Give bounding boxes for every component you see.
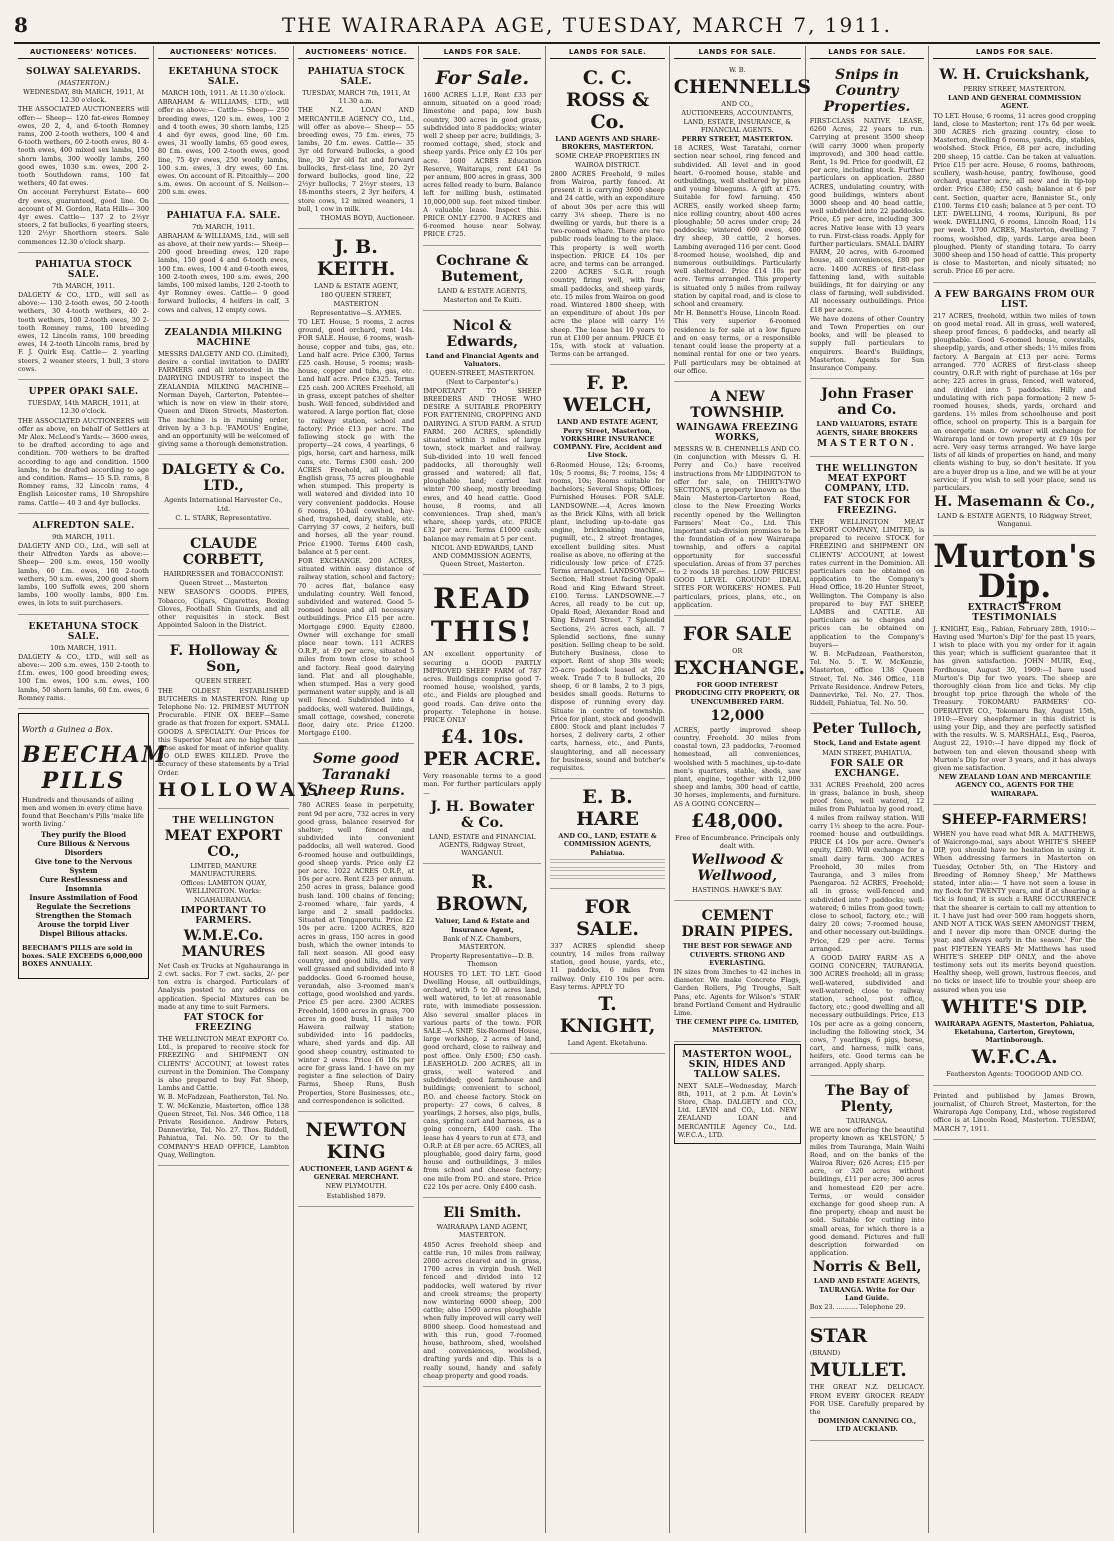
ad-body: HOUSES TO LET. TO LET. Good Dwelling House, all outbuildings, orchard, with 5 to 20 acres land, well watered, to let at reasonable rate, with immediate possession. Also several smaller places in various parts of the town. FOR SALE—A SNIP. Six-Roomed House, large workshop, 2 acres of land, good orchard, close to railway and post office. Only £500; £50 cash. LEASEHOLD. 200 ACRES, all in grass, well watered and subdivided; good farmhouse and buildings; convenient to school, P.O. and cheese factory. Stock on property: 27 cows, 6 calves, 8 yearlings, 2 horses, also pigs, bulls, cans, spring cart and harness, as a going concern, £400 cash. The lease has 4 years to run at £73, and O.R.P. at £8 per acre. 65 ACRES, all ploughable, good dairy farm, good house and outbuildings, 3 miles from school and cheese factory; one mile from P.O. and store. Price £22 10s per acre. Only £400 cash. [423, 969, 542, 1191]
eli-smith-ad [423, 1200, 541, 1387]
ad-body: THE GREAT N.Z. DELICACY. FROM EVERY GROCER READY FOR USE. Carefully prepared by the [809, 1383, 925, 1416]
ad-body: 337 ACRES splendid sheep country, 14 miles from railway station, good house, yards, etc., 11 paddocks, 6 miles from railway. Only £10 10s per acre. Easy terms. APPLY TO [550, 941, 665, 991]
ad-body: 217 ACRES, freehold, within two miles of town on good metal road. All in grass, well watered, sheep proof fences, 6 paddocks, and nearly all ploughable. Good 6-roomed house, cowstalls, sheepdip, yards, and other sheds; 1½ miles from factory. A Bargain at £13 per acre. Terms arranged. 770 ACRES of first-class sheep country, O.R.P. with right of purchase at 16s per acre; 225 acres in grass, fenced, well watered, and divided into 5 paddocks. Hilly and undulating with rich papa formation; 2 new 5-roomed houses, sheds, yards, orchard and gardens. 1½ miles from schoolhouse and post office, school on property. This is a bargain for an energetic man. Or owner will exchange for Wairarapa land or town property at £9 10s per acre. Very easy terms arranged. We have large lists of all kinds of properties on hand, and many clients wishing to buy, so don't hesitate. If you are a buyer drop us a line, and we will be at your service; if you wish to sell your place, send us particulars. [933, 311, 1096, 492]
ad-address: QUEEN-STREET, MASTERTON. (Next to Carpenter's.) [429, 369, 536, 386]
ad-date: MARCH 10th, 1911. At 11.30 o'clock. [161, 89, 286, 97]
wfca-title: W.F.C.A. [971, 1046, 1058, 1069]
holloway-signature: HOLLOWAY. [158, 778, 324, 801]
ad-address: MAIN STREET, PAHIATUA. [822, 748, 912, 757]
ad-title: The Bay of Plenty, [825, 1082, 909, 1115]
mullet-title: MULLET. [809, 1359, 907, 1382]
ad-title: MASTERTON WOOL, SKIN, HIDES AND TALLOW SALES. [682, 1049, 793, 1080]
new-township-ad [674, 384, 801, 616]
ad-subtitle: AND CO., LAND, ESTATE & COMMISSION AGENTS, Pahiatua. [558, 832, 657, 857]
beecham-list-item: Dispel Bilious attacks. [39, 928, 128, 938]
column-header: LANDS FOR SALE. [933, 46, 1096, 59]
ad-subtitle: LAND AND ESTATE AGENT, Perry Street, Masterton, YORKSHIRE INSURANCE COMPANY. Fire, Accident and Live Stock. [553, 418, 662, 460]
jbkeith-ad [298, 231, 414, 744]
ad-date: TUESDAY, 14th MARCH, 1911, at 12.30 o'clock. [27, 399, 140, 416]
ad-title: THE WELLINGTON MEAT EXPORT COMPANY, LTD. [816, 463, 918, 494]
ad-subtitle: Featherston Agents: TOOGOOD AND CO. [946, 1070, 1083, 1079]
ad-body: 2800 ACRES Freehold, 9 miles from Wairoa, partly fenced. At present it is carrying 3600 sheep and 24 cattle, with an expenditure of about 30s per acre this will carry 3¼ sheep. There is no dwelling or yards, but there is a two-roomed whare. There are two public roads leading to the place. This property is well worth inspection. PRICE £4 10s per acre, and terms can be arranged. 2200 ACRES S.G.R. rough country, firing well, with four small paddocks, and sheep yards, etc. 15 miles from Wairoa on good road. Wintered 1800 sheep, with an expenditure of about 10s per acre the place will carry 1½ sheep. The lease has 10 years to run at £100 per annum. PRICE £1 15s, with stock at valuation. Terms can be arranged. [550, 169, 665, 359]
manures-title: W.M.E.Co. MANURES [181, 927, 266, 960]
wellington-meat-export-ad [810, 459, 924, 715]
ad-subtitle: AND CO., [721, 100, 754, 109]
ad-address: QUEEN STREET. [195, 677, 252, 686]
snips-ad [810, 62, 924, 379]
ad-title: SOLWAY SALEYARDS. [26, 67, 141, 77]
beecham-list [22, 830, 145, 938]
ad-body: AN excellent opportunity of securing a GOOD PARTLY IMPROVED SHEEP FARM of 787 acres. Buildings comprise good 7-roomed house, woolshed, yards, etc., and Fields are ploughed and good roads. Can drive onto the property. Telephone in house. PRICE ONLY [423, 650, 542, 724]
ad-body: DALGETY AND CO., Ltd., will sell at their Alfredton Yards as above:— Sheep— 200 s.m. ewes, 150 woolly lambs, 60 f.m. ewes, 160 2-tooth wethers, 50 s.m. ewes, 200 good shorn lambs, 100 Suffolk ewes, 200 shorn lambs, 100 woolly lambs, 800 f.m. ewes, in lots to suit purchasers. [18, 541, 149, 608]
ad-body: DALGETY & CO., LTD., will sell as above:— 200 s.m. ewes, 150 2-tooth to f.f.m. ewes, 100 good breeding ewes, 100 f.m. ewes, 100 s.m. ewes, 100 lambs, 50 shorn lambs, 60 f.m. ewes, 6 Romney rams. [18, 652, 149, 702]
beecham-title: BEECHAM PILLS [22, 741, 168, 794]
ad-title: R. BROWN, [436, 871, 529, 916]
ad-body: 780 ACRES lease in perpetuity, rent 9d per acre, 732 acres in very good grass, balance reserved for shelter; well fenced and subdivided into convenient paddocks, all well watered. Good 6-roomed house and outbuildings, good sheep yards. Price only £2 per acre. 1022 ACRES O.R.P., at 10s per acre. Rent £23 per annum. 250 acres in grass, balance good bush land. 100 chains of fencing; 2-roomed whare, fair yards, 4 large and 2 small paddocks. Situated at Tongaporutu. Price £2 10s per acre. 1200 ACRES, 820 acres in grass, 150 acres in good bush, which the owner intends to fall next season. All good easy country, and good hills, and very well grassed and subdivided into 8 paddocks. Good 6-roomed house, verandah, also 3-roomed man's cottage, good woolshed and yards. Price £5 per acre. 2300 ACRES Freehold, 1600 acres in grass, 700 acres in good bush, 11 miles to Hawera railway station; subdivided into 16 paddocks, whare, shed yards and dip. All good sheep country, estimated to winter 2 ewes. Price £6 10s per acre for grass land. I have on my register a fine selection of Dairy Farms, Sheep Runs, Bush Properties, Store Businesses, etc., and correspondence is solicited. [298, 801, 415, 1105]
column-header: AUCTIONEERS' NOTICES. [18, 46, 149, 59]
ad-heading: IMPORTANT TO FARMERS. [180, 905, 267, 926]
holloway-ad [158, 638, 324, 808]
ad-date: 10th MARCH, 1911. [50, 643, 117, 652]
ad-title: MEAT EXPORT CO., [164, 827, 283, 860]
column-header: LANDS FOR SALE. [423, 46, 541, 59]
zealandia-milking-ad [158, 323, 289, 455]
ad-body: A GOOD DAIRY FARM AS A GOING CONCERN, TAURANGA. 300 ACRES freehold; all in grass; well-watered, subdivided and well-watered; close to railway station, school, post office, factory, etc.; good dwelling and all necessary outbuildings. Price, £13 10s per acre as a going concern, including the following stock, 34 cows, 7 yearlings, 6 pigs, horse, cart, and harness, milk cans, heifers, etc. Good terms can be arranged. Apply sharp. [809, 954, 925, 1069]
ad-subtitle: (MASTERTON.) [57, 79, 110, 87]
beecham-footer: BEECHAM'S PILLS are sold in boxes. SALE EXCEEDS 6,000,000 BOXES ANNUALLY. [22, 944, 143, 969]
ad-body: THE ASSOCIATED AUCTIONEERS will offer as above, on behalf of Settlers at Mr Alex. McLeod's Yards:— 3600 ewes, to be drafted according to age and condition. 700 wethers to be drafted according to age and condition. 1500 lambs, to be drafted according to age and condition. Rams— 15 S.D. rams, 8 Romney rams, 32 Lincoln rams, 4 English Leicester rams, 10 Shropshire rams. Cattle— 40 3 and 4yr bullocks. [18, 416, 149, 507]
ad-subtitle: LAND & ESTATE AGENTS, [437, 286, 528, 295]
bay-of-plenty-ad [810, 1078, 924, 1318]
bargains-ad [933, 285, 1096, 536]
columns [14, 46, 1100, 1533]
ad-body: Hundreds and thousands of ailing men and women in every clime have found that Beecham's Pills 'make life worth living.' [22, 795, 144, 828]
ad-subtitle: LAND VALUATORS, ESTATE AGENTS, SHARE BROKERS [816, 420, 918, 437]
ad-title: PAHIATUA F.A. SALE. [166, 210, 281, 221]
rbrown-ad [423, 866, 541, 1198]
eketahuna-abraham-ad [158, 62, 289, 204]
ad-subtitle: LAND & ESTATE AGENTS, 10 Ridgway Street, Wanganui. [937, 512, 1093, 529]
ad-rep: C. L. STARK, Representative. [175, 513, 272, 522]
column-7 [806, 46, 929, 1533]
ad-body: TO LET. House, 5 rooms, 2 acres ground, good orchard, rent 14s. FOR SALE. House, 6 rooms, wash-house, copper and tubs, gas, etc. Land half acre. Price £300, Terms £25 cash. House, 5 rooms; wash-house, copper and tubs, gas, etc. Land half acre. Price £325. Terms £25 cash. 200 ACRES Freehold, all in grass, except patches of shelter bush. Well fenced, subdivided and watered. A large portion flat, close to railway station, school and factory. Price £13 per acre. The following stock go with the property—24 cows, 4 yearlings, 6 pigs, horse, cart and harness, milk cans, etc. Terms £300 cash. 200 ACRES Freehold, all in real English grass, 75 acres ploughable when stumped. This property is well watered and divided into 10 very convenient paddocks. House 6 rooms, 10-bail cowshed, hay-shed, trapshed, dairy, stable, etc. Carrying 37 cows, 2 heifers, bull and horses, all the year round. Price £1900. Terms £400 cash, balance at 5 per cent. [298, 318, 415, 556]
ad-body: We have dozens of other Country and Town Properties on our books, and will be pleased to supply full particulars to enquirers. Beard's Buildings, Masterton. Agents for Sun Insurance Company. [809, 314, 925, 373]
john-fraser-ad [810, 381, 924, 456]
ad-title: STAR [809, 1325, 868, 1348]
ad-title: SHEEP-FARMERS! [941, 811, 1088, 828]
beecham-list-item: Strengthen the Stomach [35, 910, 132, 920]
cochrane-ad [423, 248, 541, 311]
ad-contact: Box 23. .......... Telephone 29. [809, 1302, 906, 1311]
ad-body: FIRST-CLASS NATIVE LEASE, 6260 Acres, 22 years to run. Carrying at present 3500 sheep (will carry 3000 when properly improved), and 300 head cattle. Rent, 1s 9d. Price for goodwill, £2 per acre, including stock. Further particulars on application. 2880 ACRES, undulating country, with good buildings, winters about 3000 sheep and 40 head cattle, well subdivided into 22 paddocks. Price, £5 per acre, including 300 acres Native lease with 13 years to run. First-class roads. Apply for further particulars. SMALL DAIRY FARM, 20 acres, with 6-roomed house, all conveniences, £80 per acre. 1400 ACRES of first-class fattening land, with suitable buildings, fit for dairying or any class of farming, well subdivided. All necessary outbuildings. Price £18 per acre. [809, 117, 925, 314]
ad-address: Bank of N.Z. Chambers, MASTERTON. [442, 934, 522, 951]
ad-subtitle: WAINGAWA FREEZING WORKS, [676, 422, 799, 443]
ad-body: THE OLDEST ESTABLISHED BUTCHERS in MASTERTON. Ring up Telephone No. 12. PRIMEST MUTTON Procurable. FINE OX BEEF—Same grade as that frozen for export. SMALL GOODS A SPECIALTY. Our Prices for this Superior Meat are no higher than those asked for meat of inferior quality. NO OLD EWES KILLED. Prove the accuracy of these statements by a Trial Order. [158, 686, 289, 777]
ad-heading: FAT STOCK for FREEZING [183, 1013, 264, 1034]
ad-subtitle: Stock, Land and Estate agent [813, 739, 921, 748]
newspaper-title: THE WAIRARAPA AGE, TUESDAY, MARCH 7, 1911. [281, 13, 893, 37]
beecham-list-item: Insure Assimilation of Food [29, 892, 138, 902]
knight-name: T. KNIGHT, [559, 993, 656, 1038]
beecham-list-item: Cure Bilious & Nervous Disorders [37, 838, 130, 857]
pahiatua-nzloan-ad [298, 62, 414, 229]
ad-heading: FOR SALE OR EXCHANGE. [830, 758, 904, 779]
ad-subtitle: FAT STOCK FOR FREEZING. [823, 495, 911, 516]
beecham-list-item: Cure Restlessness and Insomnia [39, 874, 128, 893]
ad-title: Nicol & Edwards, [446, 318, 519, 351]
ad-subtitle: TAURANGA. [846, 1116, 888, 1125]
ad-body: FOR EXCHANGE. 200 ACRES, situated within easy distance of railway station, school and factory; 70 acres flat, balance easy undulating country. Well fenced, subdivided and watered. Good 5-roomed house and all necessary outbuildings. Price £15 per acre. Mortgage £900. Equity £2800. Owner will exchange for small place near town. 111 ACRES O.R.P., at £9 per acre, situated 5 miles from town close to school and factory. Real good dairying land. Flat and all ploughable, when stumped. Has a very good permanent water supply, and is all well fenced. Subdivided into 4 paddocks, well watered. Buildings, small cottage, cowshed, concrete floor, dairy etc. Price £1200. Mortgage £100. [298, 556, 415, 738]
eketahuna-sale-ad [18, 617, 149, 709]
cement-pipes-ad [674, 903, 801, 1041]
ad-agents: W. B. McFadzean, Featherston, Tel. No. 5. T. W. McKenzie, Masterton, office 138 Queen Street, Tel. No. 346 Office, 118 Private Residence. Andrew Peters, Dannevirke, Tel. No. 27. Thos. Riddell, Pahiatua, Tel. No. 50. [809, 649, 925, 708]
ad-company: DOMINION CANNING CO., LTD AUCKLAND. [817, 1417, 917, 1434]
ad-signature: NICOL AND EDWARDS, LAND AND COMMISSION AGENTS, Queen Street, Masterton. [431, 543, 534, 569]
ad-date: 7th MARCH, 1911. [52, 281, 115, 290]
ad-title: UPPER OPAKI SALE. [28, 387, 139, 398]
ad-title: Cochrane & Butement, [436, 252, 529, 285]
ad-body: On account Ferryhurst Estate— 600 dry ewes, guaranteed, good line. On account of M. Gordon, Rata Hills— 300 4yr ewes. Cattle— 137 2 to 2½yr steers, 2 fat bullocks, 6 yearling steers, 120 2½yr Shorthorn steers. Sale commences 12.30 o'clock sharp. [18, 188, 149, 246]
ad-established: Established 1879. [326, 1191, 386, 1200]
pahiatua-sale-ad [18, 255, 149, 380]
ad-title: ALFREDTON SALE. [32, 520, 135, 531]
ad-subtitle: LAND & ESTATE AGENT, [314, 282, 399, 291]
ad-body: WE are now offering the beautiful property known as 'KELSTON,' 5 miles from Tauranga, Main Waihi Road, and on the banks of the Wairoa River; 626 Acres; £15 per acre, or 320 acres without buildings, £11 per acre; 300 acres and homestead £20 per acre. Terms, or would consider exchange for good sheep run. A fine property, cheap and must be sold. Suitable for cutting into small areas, for which there is a good demand. Pictures and full description forwarded on application. [809, 1126, 925, 1258]
column-header: LANDS FOR SALE. [674, 46, 801, 59]
ad-date: WEDNESDAY, 8th MARCH, 1911, At 12.30 o'clock. [23, 88, 144, 105]
ad-subtitle: LAND AND ESTATE AGENTS, TAURANGA. Write for Our Land Guide. [813, 1277, 921, 1302]
ad-title: CLAUDE CORBETT, [182, 535, 265, 568]
solway-sale-ad [18, 62, 149, 253]
ad-company: THE CEMENT PIPE Co. LIMITED, MASTERTON. [675, 1018, 799, 1035]
ad-subtitle: Land Agent. Eketahuna. [567, 1039, 648, 1048]
ad-body: MESSRS DALGETY AND CO. (Limited), desire a cordial invitation to DAIRY FARMERS and all interested in the DAIRYING INDUSTRY to inspect the ZEALANDIA MILKING MACHINE—Norman Dayeh, Carterton, Patentee—which is now on view in their store, Queen and Dixon Streets, Masterton. The machine is in running order, driven by a 3 h.p. 'FAMOUS' Engine, and an opportunity will be welcomed of giving same a thorough demonstration. [158, 349, 289, 449]
ad-title: FOR SALE [682, 622, 792, 645]
ad-address: NEW PLYMOUTH. [325, 1182, 387, 1191]
read-this-ad [423, 577, 541, 864]
ad-date: 7th MARCH, 1911. [192, 222, 255, 231]
ad-subtitle: FOR GOOD INTEREST PRODUCING CITY PROPERTY, OR UNENCUMBERED FARM. [675, 681, 800, 706]
text-lines [550, 859, 664, 865]
ad-title: Murton's Dip. [933, 536, 1096, 605]
ad-rep: Representative—S. AYMES. [310, 308, 402, 317]
ad-subtitle: Land and Financial Agents and Valuators. [425, 352, 539, 369]
knight-ad [550, 891, 664, 1054]
ad-body: THE WELLINGTON MEAT EXPORT Co. Ltd., is prepared to receive stock for FREEZING and SHIPMENT ON CLIENTS' ACCOUNT, at lowest rates current in the Dominion. The Company is also prepared to buy Fat Sheep, Lambs and Cattle. [158, 1035, 289, 1093]
ad-subtitle: AUCTIONEERS, ACCOUNTANTS, LAND, ESTATE, INSURANCE, & FINANCIAL AGENTS. [681, 109, 794, 134]
ad-price: £48,000. [691, 809, 784, 832]
ad-title: A FEW BARGAINS FROM OUR LIST. [934, 289, 1095, 310]
ad-subtitle: AUCTIONEER, LAND AGENT & GENERAL MERCHANT. [299, 1164, 413, 1182]
ad-agents: NEW ZEALAND LOAN AND MERCANTILE AGENCY CO., AGENTS FOR THE WAIRARAPA. [938, 773, 1091, 798]
ad-subtitle: THE BEST FOR SEWAGE AND CULVERTS. STRONG AND EVERLASTING. [682, 942, 792, 967]
star-mullet-ad [810, 1320, 924, 1440]
ad-title: J. B. KEITH. [316, 236, 396, 281]
ad-price: £4. 10s. PER ACRE. [423, 726, 542, 771]
chennells-initials: W. B. [729, 66, 746, 74]
ad-title: NEWTON KING [305, 1118, 407, 1163]
ad-title: E. B. HARE [576, 786, 640, 831]
ad-title: PAHIATUA STOCK SALE. [307, 67, 405, 87]
masemann-title: H. Masemann & Co., [934, 494, 1096, 511]
ad-subtitle: WAIRARAPA AGENTS, Masterton, Pahiatua, Eketahuna, Carterton, Greytown, Martinborough. [934, 1019, 1095, 1045]
imprint [933, 1088, 1096, 1140]
newton-king-ad [298, 1114, 414, 1207]
ad-subtitle: LAND AND GENERAL COMMISSION AGENT. [948, 94, 1082, 111]
ad-body: Very reasonable terms to a good man. For further particulars apply— [423, 772, 542, 797]
ccross-ad [550, 62, 664, 365]
beecham-pills-ad [18, 713, 168, 979]
ad-address: PERRY STREET, MASTERTON. [681, 135, 793, 144]
ad-subtitle: Agents International Harvester Co., Ltd. [164, 496, 283, 513]
ad-body: DALGETY & CO., LTD., will sell as above:— 130 2-tooth ewes, 50 2-tooth wethers, 30 4-tooth wethers, 40 2-tooth wethers, 100 2-tooth ewes, 30 2-tooth Romney rams, 100 breeding ewes, 12 Lincoln rams, 100 breeding ewes, 14 2-tooth Lincoln rams, bred by F. J. Quirk Esq. Cattle— 2 yearling steers, 2 weaner steers, 1 bull, 3 store cows. [18, 291, 149, 373]
dalgety-logo: DALGETY & Co. LTD., [161, 462, 286, 495]
masthead [14, 8, 1100, 44]
ad-title: ZEALANDIA MILKING MACHINE [164, 327, 283, 348]
ad-or: OR [732, 646, 743, 655]
ad-title: Peter Tulloch, [812, 721, 922, 738]
ad-body: Mr H. Bennett's House, Lincoln Road. This very superior 6-roomed residence is for sale at a low figure and on easy terms, or a responsible tenant could lease the property at a nominal rental for one or two years. Full particulars may be obtained at our office. [673, 309, 801, 375]
ad-body: NEW SEASON'S GOODS. PIPES, Tobacco, Cigars, Cigarettes, Boxing Gloves, Football Shin Guards, and all other requisites in stock. Best Appointed Saloon in the District. [158, 588, 289, 630]
column-header: AUCTIONEERS' NOTICE. [298, 46, 414, 59]
ad-body: MESSRS W. B. CHENNELLS AND CO. (in conjunction with Messrs G. H. Perry and Co.) have received instructions from Mr LIDDINGTON to offer for sale, on THIRTY-TWO SECTIONS, a property known as the Main Masterton-Carterton Road, close to the New Freezing Works recently opened by the Wellington Farmers' Meat Co., Ltd. This important sub-division promises to be the foundation of a new Wairarapa township, and offers a capital opportunity for successful speculation. Areas of from 37 perches to 2 roods 18 perches. LOW PRICES! GOOD LEVEL GROUND! IDEAL SITES FOR WORKERS' HOMES. Full particulars, prices, plans, etc., on application. [673, 444, 801, 609]
ad-address: Masterton and Te Kuiti. [443, 295, 522, 304]
ad-address: Offices: LAMBTON QUAY, WELLINGTON. Works: NGAHAURANGA. [180, 879, 267, 904]
ad-title: F. P. WELCH, [563, 372, 652, 417]
ad-title: READ THIS! [430, 582, 534, 649]
ad-title: Some good Taranaki Sheep Runs. [307, 751, 405, 800]
murtons-dip-ad [933, 538, 1096, 805]
ad-body: J. KNIGHT, Esq., Fabian, February 28th, 1910:—Having used 'Murton's Dip' for the past 15 years, I wish to place with you my order for it again this year; which is sufficient guarantee that it has given satisfaction. JOHN MUIR, Esq., Fordhouse, August 30, 1909:—I have used Murton's Dip for two years. The sheep are thoroughly clean from lice and ticks. My clip brought top price through the whole of the Treasury. TOKOMARU FARMERS' CO-OPERATIVE CO., Tokomaru Bay, August 15th, 1910:—Every sheepfarmer in this district is using your Dip, and they are perfectly satisfied with the results. W. S. MARSHALL, Esq., Paeroa, August 22, 1910:—I have dipped my flock of between ten and eleven thousand sheep with Murton's Dip for over 3 years, and it has always given me satisfaction. [933, 624, 1096, 772]
ad-subtitle: HAIRDRESSER and TOBACCONIST. [163, 569, 284, 578]
chennells-ad [673, 62, 811, 382]
beecham-list-item: They purify the Blood [40, 829, 127, 839]
ad-title: PAHIATUA STOCK SALE. [35, 259, 132, 280]
ad-title: CHENNELLS [673, 76, 811, 99]
corbett-ad [158, 531, 289, 636]
column-2 [154, 46, 324, 1533]
alfredton-sale-ad [18, 516, 149, 615]
ad-subtitle: LAND AGENTS AND SHARE-BROKERS, MASTERTON. [555, 135, 660, 152]
ad-body: IMPORTANT TO SHEEP BREEDERS AND THOSE WHO DESIRE A SUITABLE PROPERTY FOR FATTENING, CROPPING AND DAIRYING. A STUD FARM. A STUD FARM. 260 ACRES, splendidly situated within 3 miles of large town, stock market and railway. Sub-divided into 10 well fenced paddocks, all thoroughly well grassed and watered; all flat, ploughable land; carried last winter 700 sheep, mostly breeding ewes, and 40 head cattle. Good house, 8 rooms, and all conveniences. Trap shed, man's whare, sheep yards, etc. PRICE £32 per acre. Terms £1000 cash; balance may remain at 5 per cent. [423, 386, 542, 543]
text-lines [550, 867, 664, 873]
wme-manures-ad [158, 811, 289, 1166]
ad-title: Eli Smith. [443, 1205, 522, 1222]
ad-heading: SOME CHEAP PROPERTIES IN WAIROA DISTRICT. [555, 152, 660, 169]
ad-body: NEXT SALE—Wednesday, March 8th, 1911, at 2 p.m. At Levin's Store, Chap. DALGETY and CO., Ltd. LEVIN and CO., Ltd. NEW ZEALAND LOAN and MERCANTILE Agency Co., Ltd. W.F.C.A., LTD. [677, 1081, 797, 1139]
ad-body: 331 ACRES Freehold, 200 acres in grass, balance in bush, sheep proof fence, well watered, 12 miles from Pahiatua by good road, 4 miles from railway station. Will carry 1½ sheep to the acre. Four-roomed house and outbuildings. PRICE £4 10s per acre. Owner's equity, £280. Will exchange for a small dairy farm. 300 ACRES Freehold, 30 miles from Tauranga, and 3 miles from Paengaroa. 52 ACRES, Freehold; all in grass; well-fenced and subdivided into 7 paddocks; well-watered; 6 miles from good town; close to school, factory, etc.; will dairy 20 cows; 7-roomed house, and other necessary out-buildings. Price, £29 per acre. Terms arranged. [809, 780, 925, 953]
column-8 [929, 46, 1100, 1533]
taranaki-runs-ad [298, 746, 414, 1112]
ad-title: A NEW TOWNSHIP. [690, 388, 785, 421]
ad-title-2: EXCHANGE. [673, 657, 806, 680]
column-6 [670, 46, 811, 1533]
bowater-title: J. H. Bowater & Co. [430, 798, 534, 831]
sheep-farmers-ad [933, 807, 1096, 1086]
imprint-text: Printed and published by James Brown, journalist, of Church Street, Masterton, for the Wairarapa Age Company, Ltd., whose registered office is at Lincoln Road, Masterton. TUESDAY, MARCH 7, 1911. [933, 1091, 1096, 1133]
ad-title: For Sale. [435, 67, 530, 89]
ad-signature: THOMAS BOYD, Auctioneer. [319, 214, 415, 223]
ad-subtitle: (BRAND) [809, 1349, 841, 1358]
ad-date: 9th MARCH, 1911. [52, 532, 115, 541]
ad-address: Queen Street ... Masterton [179, 579, 268, 588]
ad-subtitle: LAND, ESTATE and FINANCIAL AGENTS, Ridgway Street, WANGANUI. [429, 832, 536, 858]
ad-title: John Fraser and Co. [821, 386, 913, 419]
column-5 [546, 46, 669, 1533]
norris-title: Norris & Bell, [812, 1259, 922, 1276]
ad-body: TO LET. House, 6 rooms, 11 acres good cropping land, close to Masterton; rent 17s 6d per week. 300 ACRES rich grazing country, close to Masterton, dwelling 6 rooms, yards, dip, stables, woolshed. Stock Price, £8 per acre, including 200 sheep, 15 cattle. Can be taken at valuation. Price £15 per acre. House, 6 rooms, bathroom, scullery, wash-house, pantry, fowlhouse, good orchard, quarter acre, all new and in tip-top order. Price £380; £50 cash; balance at 6 per cent. Section, quarter acre, Bannister St., only £100. Terms £10 cash; balance at 5 per cent. TO LET. DWELLING, 4 rooms, Kuripuni, 8s per week. DWELLING, 6 rooms, Lincoln Road, 11s per week. 1700 ACRES, Masterton, dwelling 7 rooms, woolshed, dip, yards. Large area been ploughed. Plenty of standing totara. To carry 3000 sheep and 150 head of cattle. This property is close to Masterton, and nicely situated; no scrub. Price £6 per acre. [933, 111, 1096, 276]
ad-rep: Property Representative—D. B. Thomson [430, 952, 534, 969]
ad-title: EKETAHUNA STOCK SALE. [168, 67, 279, 87]
nicol-edwards-ad [423, 313, 541, 575]
ad-body: 1600 ACRES L.I.P., Rent £33 per annum, situated on a good road; limestone and papa, low bush country, 300 acres in good grass, subdivided into 8 paddocks; winter well 2 sheep per acre; buildings, 3-roomed cottage, shed, stock and sheep yards. Price only £2 10s per acre. 1600 ACRES Education Reserve, Waitaraps, rent £41 5s per annum, 800 acres in grass, 300 acres felled ready to burn. Balance left for milling bush, estimated 10,000,000 sup. feet mixed timber. A valuable lease. Inspect this. PRICE ONLY £2700. 9 ACRES and 6-roomed house near Solway. PRICE £725. [423, 91, 542, 239]
peter-tulloch-ad [810, 716, 924, 1076]
ad-body: 4850 Acres freehold sheep and cattle run, 10 miles from railway, 2000 acres cleared and in grass, 1700 acres in virgin bush. Well fenced and divided into 12 paddocks, well watered by river and creek streams; the property now wintering 6000 sheep, 200 cattle; also 1500 acres ploughable when fully improved will carry well 8000 sheep. Good homestead and with this run, good 7-roomed house, bathroom, shed, woolshed and conveniences, woolshed, drafting yards and dip. This is a really sound, handy and safely cheap property and good roads. [423, 1240, 542, 1380]
wool-sales-ad [674, 1044, 801, 1144]
ad-note: Free of Encumbrance. Principals only dealt with. [675, 833, 800, 851]
ad-body: 18 ACRES, West Taratahi, corner section near school, ring fenced and subdivided. All level and in good heart. 6-roomed house, stable and outbuildings, well sheltered by pines and young bluegums. A gift at £75. Suitable for fowl farming. 450 ACRES, easily worked sheep farm; nice rolling country, about 400 acres ploughable; 50 acres under crop; 24 paddocks; wintered 600 ewes, 400 dry sheep, 30 cattle, 2 horses. Lambing averaged 116 per cent. Good 8-roomed house, woolshed, dip and numerous outbuildings. Particularly well sheltered. Price £14 10s per acre. Terms arranged. This property is situated only 5 miles from railway station by capital road, and is close to school and creamery. [673, 144, 801, 309]
column-4 [419, 46, 546, 1533]
ad-agents: W. B. McFadzean, Featherston, Tel. No. T. W. McKenzie, Masterton, office 138 Queen Street, Tel. Nos. 346 Office, 118 Private Residence. Andrew Peters, Dannevirke, Tel. No. 27. Thos. Riddell, Pahiatua, Tel. No. 50. Or to the COMPANY'S HEAD OFFICE, Lambton Quay, Wellington. [158, 1093, 289, 1159]
ehbhare-ad [550, 781, 664, 889]
ad-heading: EXTRACTS FROM TESTIMONIALS [967, 602, 1062, 623]
column-header: LANDS FOR SALE. [810, 46, 924, 59]
ad-body: THE ASSOCIATED AUCTIONEERS will offer:— Sheep— 120 fat-ewes Romney ewes, 20 2, 4, and 6-tooth Romney rams, 200 2-tooth wethers, 100 4 and 6-tooth wethers, 60 2-tooth ewes, 80 4-tooth ewes, 400 mixed sex lambs, 150 shorn lambs, 300 woolly lambs, 260 good ewes, 1030 s.m. ewes, 200 2-tooth Southdown rams, 100 fat wethers, 40 fat ewes. [18, 105, 149, 188]
ad-title: W. H. Cruickshank, [939, 67, 1090, 83]
fpwelch-ad [550, 367, 664, 779]
beecham-list-item: Give tone to the Nervous System [34, 856, 133, 875]
ad-body: Net Cash ex Trucks at Ngahauranga in 2 cwt. sacks. For 7 cwt. sacks, 2/- per ton extra is charged. Particulars of Analysis posted to any address on application. Special Mixtures can be made at any time to suit Farmers. [158, 961, 289, 1011]
ad-body: 6-Roomed House, 12s; 6-rooms, 10s; 5 rooms, 8s; 7 rooms, 15s; 4 rooms, 10s; Rooms suitable for bachelors; Several Shops; Offices; Furnished Houses. FOR SALE. LANDSOWNE.—4, Acres known as the Brick Kilns, with all brick plant, including up-to-date gas engine, brickmaking machine, pugmill, etc., 2 street frontages, excellent building sites. Must realise as above, no offering at the ridiculously low price of £725. Terms arranged. LANDSOWNE.—Section, Hall street facing Opaki Road and King Edward Street. £100. Terms. LANDSOWNE.—7 Acres, all ready to be cut up, Opaki Road, Alexander Road and King Edward Street. 7 Splendid Sections, 2½ acres each, all. 7 Splendid sections, fine sunny position. Selling cheap to be sold. Butchery Business, close to export. Rent of shop 30s week; 25-acre paddock leased at 20s week. Trade 7 to 8 bullocks, 20 sheep, 6 or 8 lambs, 2 to 3 pigs, besides small goods. Returns to dispose of running every day. Situate in centre of township. Price for plant, stock and goodwill £800. Stock and plant includes 7 horses, 2 delivery carts, 2 other carts, harness, etc., and Pants, slaughtering, and all necessary for business, sound and butcher's requisites. [550, 460, 665, 773]
beecham-list-item: Arouse the torpid Liver [37, 919, 130, 929]
ad-address: 180 QUEEN STREET, MASTERTON [320, 291, 392, 308]
dalgety-ad [158, 457, 289, 529]
column-header: AUCTIONEERS' NOTICES. [158, 46, 289, 59]
pahiatua-fa-ad [158, 206, 289, 321]
ad-acres: 12,000 [710, 707, 765, 724]
ad-subtitle: WAIRARAPA LAND AGENT, MASTERTON. [436, 1223, 528, 1240]
cruickshank-ad [933, 62, 1096, 283]
opaki-sale-ad [18, 382, 149, 514]
page-number: 8 [14, 13, 28, 37]
column-3 [294, 46, 419, 1533]
ad-body: ACRES, partly improved sheep country. Freehold. 30 miles from coastal town, 23 paddocks, 7-roomed homestead, all conveniences, woolshed with 5 machines, up-to-date men's quarters, stable, sheds, saw plant, engine, together with 12,000 sheep and lambs, 300 head of cattle, 30 horses, implements, and furniture. AS A GOING CONCERN— [673, 725, 801, 808]
ad-title: FOR SALE. [576, 895, 640, 940]
ad-body: THE WELLINGTON MEAT EXPORT COMPANY, LIMITED, is prepared to receive STOCK for FREEZING and SHIPMENT ON CLIENTS' ACCOUNT, at lowest rates current in the Dominion. All particulars can be obtained on application to the Company's Head Office, 18-20 Hunter Street, Wellington. The Company is also prepared to buy FAT SHEEP, LAMBS and CATTLE. All particulars as to charges and prices can be obtained on application to the Company's buyers— [809, 517, 925, 649]
ad-body: ABRAHAM & WILLIAMS, Ltd., will sell as above, at their new yards:— Sheep— 200 good breeding ewes, 120 rape lambs, 150 good 4 and 6-tooth ewes, 100 f.m. ewes, 100 4 and 6-tooth ewes, 100 2-tooth ewes, 100 s.m. ewes, 200 lambs, 100 mixed lambs, 120 2-tooth to 4yr Romney ewes. Cattle— 9 good forward bullocks, 4 heifers in calf, 3 cows and calves, 12 empty cows. [158, 231, 289, 314]
whites-dip-title: WHITE'S DIP. [941, 995, 1088, 1018]
exchange-ad [673, 618, 806, 901]
ad-address: HASTINGS. HAWKE'S BAY. [692, 886, 783, 895]
ad-date: TUESDAY, MARCH 7th, 1911, At 11.30 a.m. [302, 89, 411, 106]
ad-title: F. Holloway & Son, [169, 643, 278, 676]
ad-body: IN sizes from 3inches to 42 inches in diameter. We make Concrete Flags, Garden Rollers, Pig Troughs, Salt Pans, etc. Agents for Wilson's 'STAR' brand Portland Cement and Hydraulic Lime. [673, 968, 801, 1018]
ad-heading: THE WELLINGTON [172, 815, 275, 826]
ad-title: CEMENT DRAIN PIPES. [681, 908, 794, 941]
for-sale-ad [423, 62, 541, 246]
ad-body: ABRAHAM & WILLIAMS, LTD., will offer as above:— Cattle— Sheep— 250 breeding ewes, 120 s.m. ewes, 100 2 and 4 tooth ewes, 30 shorn lambs, 125 4 and 6yr ewes, good line, 60 f.m. ewes, 31 woolly lambs, 65 good ewes, 80 f.m. ewes, 100 2-tooth ewes, good line, 75 4yr ewes, 250 woolly lambs, 100 s.m. ewes, 3 dry ewes, 60 f.m. ewes. On account of R. Pitcaithly— 200 s.m. ewes. On account of S. Neilson— 200 s.m. ewes. [158, 98, 289, 197]
column-1 [14, 46, 168, 1533]
beecham-list-item: Regulate the Secretions [36, 901, 131, 911]
ad-subtitle: LIMITED, MANURE MANUFACTURERS. [190, 861, 257, 878]
wellwood-title: Wellwood & Wellwood, [691, 852, 784, 885]
ad-body: WHEN you have read what MR A. MATTHEWS, of Waicrongo-mai, says about WHITE'S SHEEP DIP, you should have no hesitation in using it. When addressing farmers in Masterton on Tuesday, October 5th, on 'The History and Breeding of Romney Sheep,' Mr Matthews stated, inter alia:— 'I have not seen a louse in my flock for TWENTY years, and if at shearing a tick is found, it is such a RARE OCCURRENCE that the shearer is certain to call my attention to it. I have just had over 500 ram hoggets shorn, AND NOT A TICK WAS SEEN AMONGST THEM, and I never dip more than ONCE during the year, and always early in the season.' For the past FIFTEEN YEARS Mr Matthews has used WHITE'S SHEEP DIP ONLY, and the above testimony sets out its merits beyond question. Healthy sheep, well grown, lustrous fleeces, and no ticks or insect life to trouble your sheep are assured when you use [933, 829, 1096, 994]
column-header: LANDS FOR SALE. [550, 46, 664, 59]
text-lines [550, 875, 664, 881]
ad-title: C. C. ROSS & Co. [565, 67, 650, 133]
ad-tagline: Worth a Guinea a Box. [22, 724, 113, 734]
ad-subtitle: Valuer, Land & Estate and Insurance Agent, [434, 917, 530, 934]
ad-address: PERRY STREET, MASTERTON. [963, 85, 1066, 93]
ad-title: EKETAHUNA STOCK SALE. [28, 621, 139, 642]
ad-address: MASTERTON. [817, 438, 917, 449]
ad-title: Snips in Country Properties. [823, 67, 911, 115]
ad-body: THE N.Z. LOAN AND MERCANTILE AGENCY CO., Ltd., will offer as above— Sheep— 55 breeding ewes, 75 f.m. ewes, 75 lambs, 20 f.m. ewes. Cattle— 35 3yr old forward bullocks, a good line, 30 2yr old fat and forward bullocks, first-class line, 20 2yr forward bullocks, good line, 22 2½yr bullocks, 7 2½yr steers, 13 18-months steers, 2 3yr heifers, 4 store cows, 12 mixed weaners, 1 bull, 1 cow in milk. [298, 106, 415, 213]
